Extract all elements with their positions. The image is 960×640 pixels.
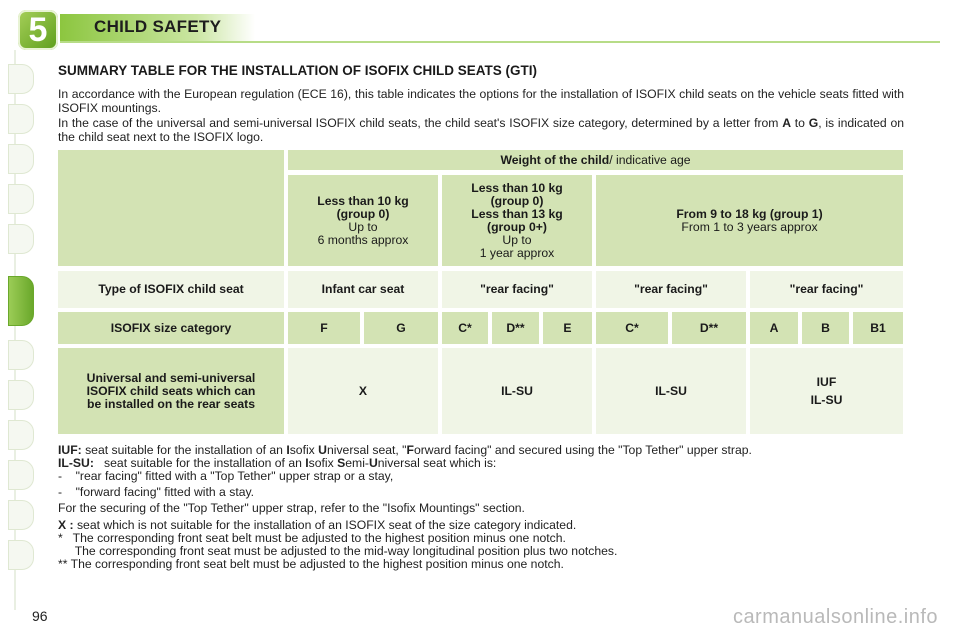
side-tab-7[interactable] <box>8 340 34 370</box>
note-star-1: * The corresponding front seat belt must be adjusted to the highest position minus one notch. <box>58 531 566 545</box>
weight-header: Weight of the child / indicative age <box>288 150 903 170</box>
size-label: ISOFIX size category <box>58 312 284 344</box>
note-dash-1: - "rear facing" fitted with a "Top Tether" upper strap or a stay, <box>58 469 394 483</box>
rear-value-cell: IUF IL-SU <box>750 348 903 434</box>
size-cell: D** <box>492 312 539 344</box>
size-cell: B1 <box>853 312 903 344</box>
note-star-2: ** The corresponding front seat belt must be adjusted to the highest position minus one notch. <box>58 557 564 571</box>
group-cell-0: Less than 10 kg (group 0) Up to 6 months approx <box>288 175 438 266</box>
type-label: Type of ISOFIX child seat <box>58 271 284 308</box>
size-cell: B <box>802 312 849 344</box>
intro-paragraph-2: In the case of the universal and semi-universal ISOFIX child seats, the child seat's ISOFIX size category, determined by a letter from A to G, is indicated on the child seat next to the ISOFIX logo. <box>58 116 905 144</box>
side-tab-9[interactable] <box>8 420 34 450</box>
rear-value-cell: IL-SU <box>442 348 592 434</box>
type-cell: Infant car seat <box>288 271 438 308</box>
table-corner-cell <box>58 150 284 266</box>
intro-paragraph-1: In accordance with the European regulation (ECE 16), this table indicates the options for the installation of ISOFIX child seats on the vehicle seats fitted with ISOFIX mountings. <box>58 87 904 115</box>
side-tab-8[interactable] <box>8 380 34 410</box>
side-tab-active[interactable] <box>8 276 34 326</box>
side-tab-3[interactable] <box>8 144 34 174</box>
chapter-badge: 5 <box>18 10 58 50</box>
size-cell: E <box>543 312 592 344</box>
section-title: SUMMARY TABLE FOR THE INSTALLATION OF ISOFIX CHILD SEATS (GTI) <box>58 63 537 78</box>
side-tab-12[interactable] <box>8 540 34 570</box>
side-tab-1[interactable] <box>8 64 34 94</box>
type-cell: "rear facing" <box>442 271 592 308</box>
group-cell-0plus: Less than 10 kg (group 0) Less than 13 kg (group 0+) Up to 1 year approx <box>442 175 592 266</box>
rear-value-cell: IL-SU <box>596 348 746 434</box>
size-cell: G <box>364 312 438 344</box>
page-number: 96 <box>32 608 48 624</box>
side-tab-2[interactable] <box>8 104 34 134</box>
note-iuf: IUF: seat suitable for the installation of an Isofix Universal seat, "Forward facing" and secured using the "Top Tether" upper strap. <box>58 443 752 457</box>
rear-value-cell: X <box>288 348 438 434</box>
note-star-1b: The corresponding front seat must be adjusted to the mid-way longitudinal position plus two notches. <box>58 544 618 558</box>
note-dash-2: - "forward facing" fitted with a stay. <box>58 485 255 499</box>
type-cell: "rear facing" <box>596 271 746 308</box>
note-ilsu: IL-SU: seat suitable for the installation of an Isofix Semi-Universal seat which is: <box>58 456 497 470</box>
side-tab-10[interactable] <box>8 460 34 490</box>
note-securing: For the securing of the "Top Tether" upper strap, refer to the "Isofix Mountings" section. <box>58 501 525 515</box>
type-cell: "rear facing" <box>750 271 903 308</box>
size-cell: C* <box>442 312 488 344</box>
group-cell-1: From 9 to 18 kg (group 1) From 1 to 3 years approx <box>596 175 903 266</box>
chapter-title: CHILD SAFETY <box>94 17 222 36</box>
side-tab-5[interactable] <box>8 224 34 254</box>
watermark: carmanualsonline.info <box>732 606 938 628</box>
size-cell: A <box>750 312 798 344</box>
size-cell: C* <box>596 312 668 344</box>
rear-seats-label: Universal and semi-universal ISOFIX child seats which can be installed on the rear seats <box>58 348 284 434</box>
header-divider <box>60 41 940 43</box>
side-tab-4[interactable] <box>8 184 34 214</box>
size-cell: F <box>288 312 360 344</box>
note-x: X : seat which is not suitable for the installation of an ISOFIX seat of the size category indicated. <box>58 518 577 532</box>
size-cell: D** <box>672 312 746 344</box>
side-tab-11[interactable] <box>8 500 34 530</box>
